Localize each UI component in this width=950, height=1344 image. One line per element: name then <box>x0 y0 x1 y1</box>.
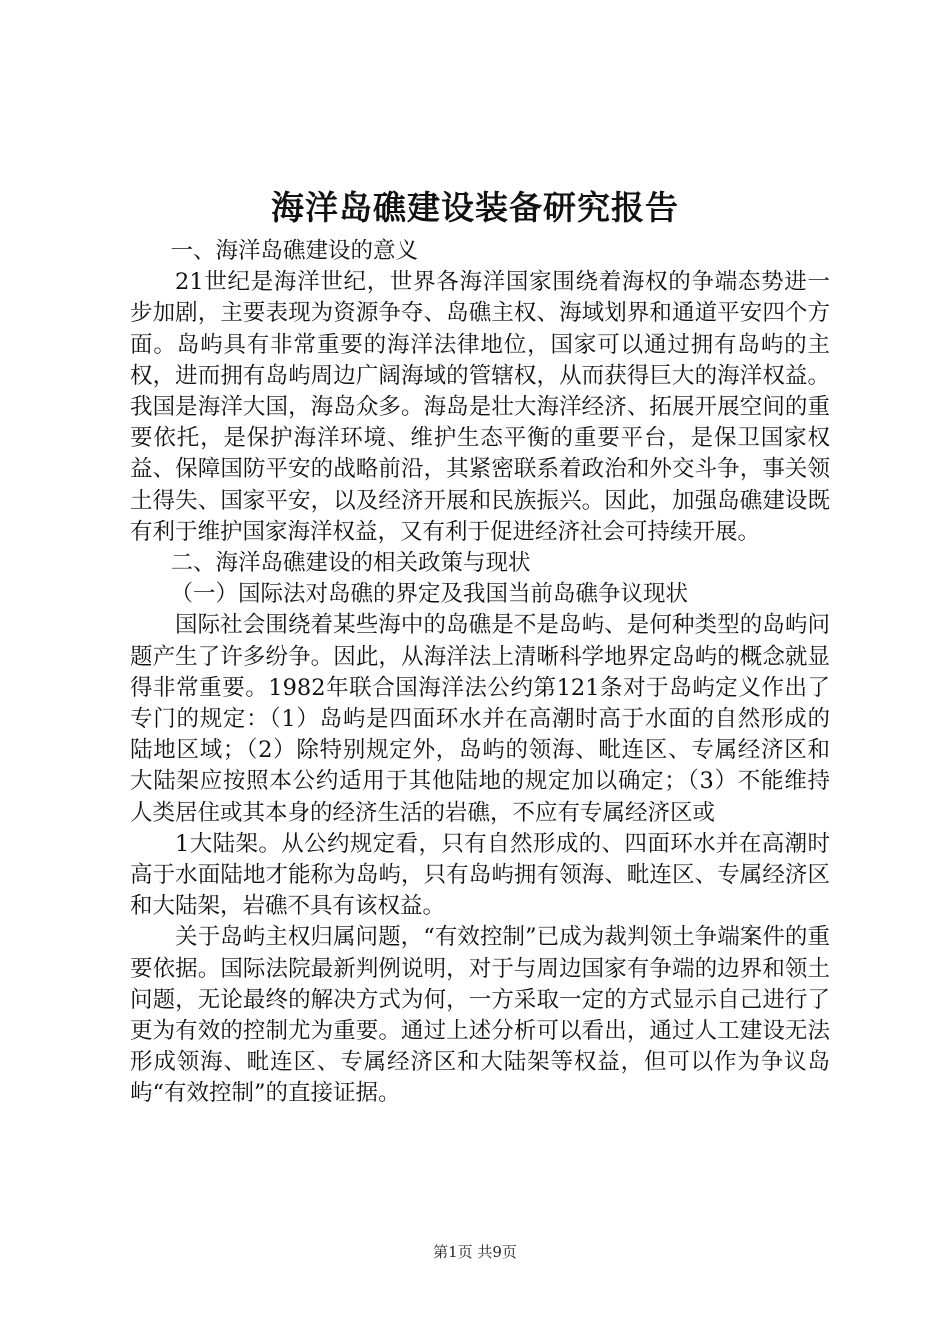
paragraph: 国际社会围绕着某些海中的岛礁是不是岛屿、是何种类型的岛屿问题产生了许多纷争。因此，从海洋法上清晰科学地界定岛屿的概念就显得非常重要。1982年联合国海洋法公约第121条对于岛屿定义作出了专门的规定：（1）岛屿是四面环水并在高潮时高于水面的自然形成的陆地区域；（2）除特别规定外，岛屿的领海、毗连区、专属经济区和大陆架应按照本公约适用于其他陆地的规定加以确定；（3）不能维持人类居住或其本身的经济生活的岩礁，不应有专属经济区或 <box>130 612 830 826</box>
paragraph: 21世纪是海洋世纪，世界各海洋国家围绕着海权的争端态势进一步加剧，主要表现为资源争夺、岛礁主权、海域划界和通道平安四个方面。岛屿具有非常重要的海洋法律地位，国家可以通过拥有岛屿的主权，进而拥有岛屿周边广阔海域的管辖权，从而获得巨大的海洋权益。我国是海洋大国，海岛众多。海岛是壮大海洋经济、拓展开展空间的重要依托，是保护海洋环境、维护生态平衡的重要平台，是保卫国家权益、保障国防平安的战略前沿，其紧密联系着政治和外交斗争，事关领土得失、国家平安，以及经济开展和民族振兴。因此，加强岛礁建设既有利于维护国家海洋权益，又有利于促进经济社会可持续开展。 <box>130 269 830 545</box>
paragraph: 1大陆架。从公约规定看，只有自然形成的、四面环水并在高潮时高于水面陆地才能称为岛屿，只有岛屿拥有领海、毗连区、专属经济区和大陆架，岩礁不具有该权益。 <box>130 830 830 920</box>
section-heading: 一、海洋岛礁建设的意义 <box>170 238 419 264</box>
page-number: 第1页 共9页 <box>433 1243 517 1261</box>
paragraph: 关于岛屿主权归属问题，“有效控制”已成为裁判领土争端案件的重要依据。国际法院最新判例说明，对于与周边国家有争端的边界和领土问题，无论最终的解决方式为何，一方采取一定的方式显示自己进行了更为有效的控制尤为重要。通过上述分析可以看出，通过人工建设无法形成领海、毗连区、专属经济区和大陆架等权益，但可以作为争议岛屿“有效控制”的直接证据。 <box>130 924 830 1107</box>
document-title: 海洋岛礁建设装备研究报告 <box>271 188 679 227</box>
subsection-heading: （一）国际法对岛礁的界定及我国当前岛礁争议现状 <box>170 581 689 608</box>
section-heading: 二、海洋岛礁建设的相关政策与现状 <box>170 550 531 577</box>
document-body <box>130 236 830 1110</box>
